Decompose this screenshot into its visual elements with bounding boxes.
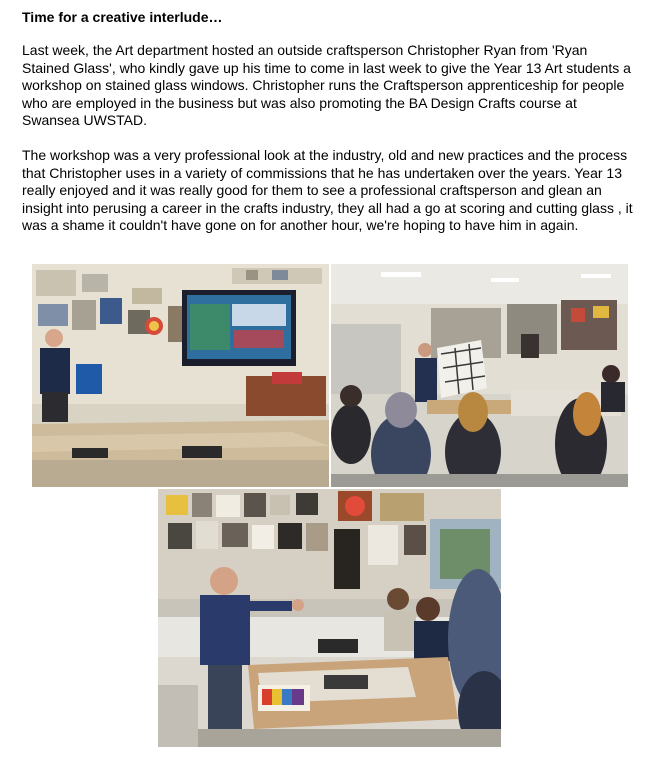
article — [22, 8, 634, 252]
classroom-photo-illustration — [32, 264, 329, 487]
article-paragraph-1: Last week, the Art department hosted an outside craftsperson Christopher Ryan from 'Ryan Stained Glass', who kindly gave up his time to come in last week to give the Year 13 Art students a workshop on stained glass windows. Christopher runs the Craftsperson apprenticeship for people who are employed in the business but was also promoting the BA Design Crafts course at Swansea UWSTAD. — [22, 42, 631, 129]
workshop-photo-classroom — [32, 264, 329, 487]
article-paragraph-2: The workshop was a very professional look at the industry, old and new practices and the process that Christopher uses in a variety of commissions that he has undertaken over the years. Year 13 really enjoyed and it was really good for them to see a professional craftsperson and glean an insight into perusing a career in the crafts industry, they all had a go at scoring and cutting glass , it was a shame it couldn't have gone on for another hour, we're hoping to have him in again. — [22, 146, 633, 234]
demonstration-photo-illustration — [158, 489, 501, 747]
students-photo-illustration — [331, 264, 628, 487]
article-title: Time for a creative interlude… — [22, 9, 223, 25]
workshop-photo-demonstration — [158, 489, 501, 747]
workshop-photo-students — [331, 264, 628, 487]
